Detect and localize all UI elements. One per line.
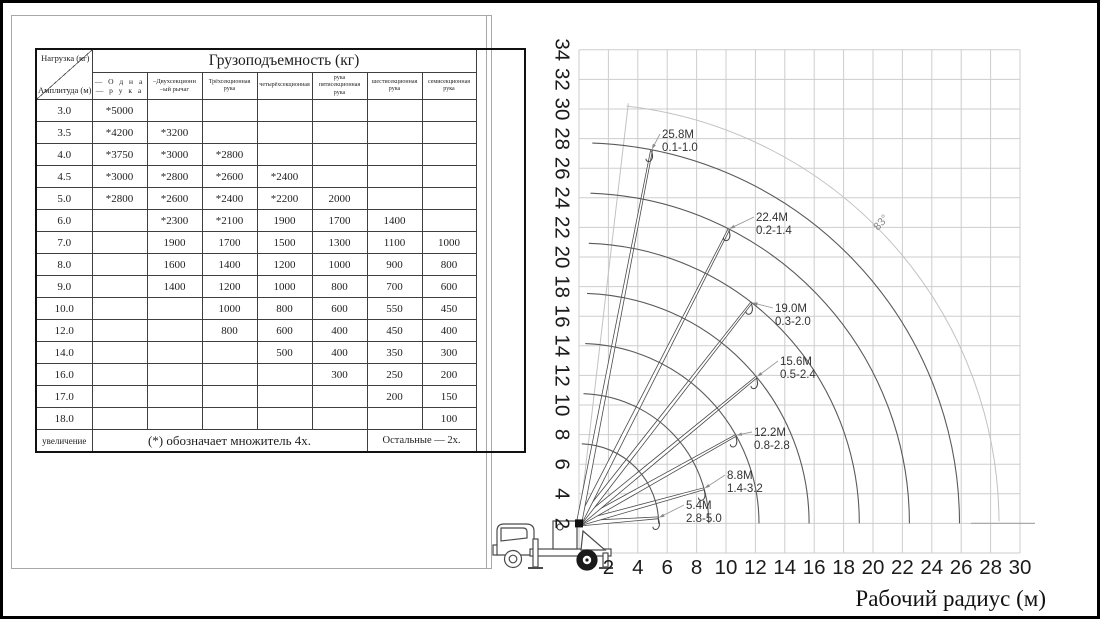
y-tick-label: 10	[550, 393, 574, 417]
x-tick-label: 4	[632, 556, 644, 579]
col-header-six-section	[367, 73, 422, 100]
y-tick-label: 26	[550, 156, 574, 180]
capacity-cell	[367, 188, 422, 210]
capacity-cell	[202, 100, 257, 122]
col-header-two-section	[147, 73, 202, 100]
capacity-cell: 200	[422, 364, 476, 386]
capacity-cell: *2200	[257, 188, 312, 210]
capacity-cell: *2800	[202, 144, 257, 166]
capacity-cell: 800	[312, 276, 367, 298]
capacity-cell	[147, 342, 202, 364]
boom-range-label: 0.3-2.0	[775, 316, 811, 328]
amplitude-cell: 5.0	[36, 188, 92, 210]
boom-length-label: 15.6M	[780, 356, 812, 368]
capacity-cell	[257, 408, 312, 430]
boom-length-label: 12.2M	[754, 427, 786, 439]
max-angle-label: 83°	[871, 212, 892, 234]
chart-grid	[579, 50, 1020, 553]
y-tick-label: 16	[550, 304, 574, 328]
capacity-cell: 1400	[202, 254, 257, 276]
capacity-cell	[92, 320, 147, 342]
boom-range-label: 0.8-2.8	[754, 440, 790, 452]
capacity-cell: *3200	[147, 122, 202, 144]
amplitude-cell: 10.0	[36, 298, 92, 320]
capacity-cell: *3000	[147, 144, 202, 166]
table-row	[36, 386, 525, 408]
capacity-cell: *2600	[147, 188, 202, 210]
boom-pivot	[575, 519, 583, 527]
corner-amplitude-label: Амплитуда (м)	[38, 85, 92, 95]
capacity-cell	[312, 122, 367, 144]
y-tick-label: 8	[550, 428, 574, 441]
col-header-line: — О д н а	[94, 76, 145, 86]
boom-range-label: 1.4-3.2	[727, 483, 763, 495]
y-tick-label: 20	[550, 245, 574, 269]
col-header-line: –ый рычаг	[159, 86, 190, 93]
capacity-cell	[92, 342, 147, 364]
capacity-cell: 1300	[312, 232, 367, 254]
amplitude-cell: 4.0	[36, 144, 92, 166]
capacity-cell	[202, 122, 257, 144]
capacity-cell: *5000	[92, 100, 147, 122]
capacity-cell: 350	[367, 342, 422, 364]
footer-increase-label: увеличение	[36, 430, 92, 453]
col-header-four-section	[257, 73, 312, 100]
capacity-cell: 1900	[147, 232, 202, 254]
capacity-cell	[92, 386, 147, 408]
col-header-line: Трёхсекционная рука	[208, 78, 251, 92]
capacity-cell: 200	[367, 386, 422, 408]
y-tick-label: 6	[550, 458, 574, 470]
capacity-cell: 1400	[147, 276, 202, 298]
col-header-five-section	[312, 73, 367, 100]
capacity-cell: *2400	[202, 188, 257, 210]
capacity-cell	[312, 386, 367, 408]
capacity-cell: *2800	[92, 188, 147, 210]
table-row	[36, 188, 525, 210]
capacity-cell: 900	[367, 254, 422, 276]
x-tick-label: 20	[861, 556, 885, 579]
capacity-cell: *2800	[147, 166, 202, 188]
capacity-cell	[257, 122, 312, 144]
col-header-three-section	[202, 73, 257, 100]
capacity-cell: 600	[312, 298, 367, 320]
x-tick-label: 24	[920, 556, 944, 579]
table-row	[36, 210, 525, 232]
y-tick-label: 2	[550, 517, 574, 530]
capacity-cell: *2600	[202, 166, 257, 188]
capacity-cell: 600	[422, 276, 476, 298]
x-tick-label: 12	[743, 556, 767, 579]
capacity-cell: 400	[312, 320, 367, 342]
footer-asterisk-note: (*) обозначает множитель 4x.	[92, 430, 367, 453]
capacity-cell	[147, 298, 202, 320]
capacity-cell: 450	[367, 320, 422, 342]
table-row	[36, 232, 525, 254]
capacity-cell	[202, 386, 257, 408]
capacity-cell	[202, 364, 257, 386]
capacity-cell	[147, 364, 202, 386]
capacity-cell	[92, 276, 147, 298]
capacity-cell	[92, 298, 147, 320]
corner-load-label: Нагрузка (кг)	[41, 53, 90, 63]
amplitude-cell: 14.0	[36, 342, 92, 364]
table-row	[36, 254, 525, 276]
boom-length-label: 19.0M	[775, 303, 807, 315]
table-row	[36, 166, 525, 188]
amplitude-cell: 7.0	[36, 232, 92, 254]
capacity-cell	[422, 210, 476, 232]
capacity-cell: 1400	[367, 210, 422, 232]
table-row	[36, 276, 525, 298]
capacity-cell: 300	[312, 364, 367, 386]
capacity-cell: 250	[367, 364, 422, 386]
capacity-cell	[92, 408, 147, 430]
capacity-cell	[422, 122, 476, 144]
amplitude-cell: 3.0	[36, 100, 92, 122]
capacity-cell	[367, 166, 422, 188]
capacity-cell: 1500	[257, 232, 312, 254]
boom-length-label: 8.8M	[727, 470, 753, 482]
leader-line	[707, 475, 725, 487]
col-header-line: шестисекционная рука	[371, 78, 418, 92]
capacity-cell	[147, 408, 202, 430]
amplitude-cell: 18.0	[36, 408, 92, 430]
capacity-cell: 800	[202, 320, 257, 342]
label-leaders	[652, 134, 778, 518]
table-title: Грузоподъемность (кг)	[92, 49, 476, 73]
table-row	[36, 320, 525, 342]
footer-row	[36, 430, 525, 453]
leader-line	[732, 217, 754, 228]
capacity-cell	[257, 144, 312, 166]
capacity-cell: 1200	[202, 276, 257, 298]
table-body	[36, 100, 525, 430]
capacity-cell: 600	[257, 320, 312, 342]
capacity-cell	[147, 386, 202, 408]
leader-arrow	[705, 484, 711, 488]
boom-range-label: 2.8-5.0	[686, 513, 722, 525]
capacity-cell: 450	[422, 298, 476, 320]
x-tick-label: 8	[690, 556, 703, 579]
boom-range-label: 0.1-1.0	[662, 142, 698, 154]
amplitude-cell: 16.0	[36, 364, 92, 386]
capacity-cell	[367, 408, 422, 430]
capacity-cell	[312, 408, 367, 430]
leader-arrow	[729, 225, 735, 229]
capacity-cell: 1900	[257, 210, 312, 232]
boom-length-label: 22.4M	[756, 212, 788, 224]
amplitude-cell: 12.0	[36, 320, 92, 342]
y-tick-label: 12	[550, 363, 574, 387]
capacity-cell	[202, 408, 257, 430]
capacity-cell	[92, 210, 147, 232]
col-header-seven-section	[422, 73, 476, 100]
table-row	[36, 144, 525, 166]
corner-cell	[36, 49, 92, 100]
capacity-cell: 700	[367, 276, 422, 298]
capacity-table-wrap	[35, 48, 470, 448]
capacity-cell: 2000	[312, 188, 367, 210]
boom-range-label: 0.5-2.4	[780, 369, 816, 381]
capacity-cell	[312, 166, 367, 188]
capacity-cell: 400	[312, 342, 367, 364]
capacity-cell	[367, 144, 422, 166]
table-row	[36, 100, 525, 122]
capacity-cell: 550	[367, 298, 422, 320]
x-tick-label: 6	[661, 556, 673, 579]
capacity-cell: *2400	[257, 166, 312, 188]
table-row	[36, 364, 525, 386]
table-row	[36, 342, 525, 364]
x-tick-label: 2	[602, 556, 615, 579]
x-axis-title: Рабочий радиус (м)	[855, 586, 1046, 611]
capacity-cell	[147, 100, 202, 122]
capacity-table	[35, 48, 526, 453]
capacity-cell	[257, 100, 312, 122]
capacity-cell: *3750	[92, 144, 147, 166]
x-tick-label: 30	[1008, 556, 1032, 579]
leader-arrow	[659, 514, 665, 518]
leader-line	[661, 505, 684, 516]
capacity-cell: 800	[257, 298, 312, 320]
capacity-cell	[202, 342, 257, 364]
amplitude-cell: 3.5	[36, 122, 92, 144]
amplitude-cell: 6.0	[36, 210, 92, 232]
table-row	[36, 298, 525, 320]
col-header-line: — р у к а	[95, 86, 144, 95]
capacity-cell	[92, 232, 147, 254]
y-tick-label: 24	[550, 186, 574, 210]
capacity-cell	[92, 254, 147, 276]
capacity-cell: 100	[422, 408, 476, 430]
y-tick-label: 14	[550, 334, 574, 358]
y-tick-label: 30	[550, 97, 574, 121]
capacity-cell	[257, 386, 312, 408]
capacity-cell	[92, 364, 147, 386]
col-header-line: рука пятисекционная рука	[318, 74, 361, 96]
y-tick-label: 34	[550, 38, 574, 62]
capacity-cell: 400	[422, 320, 476, 342]
amplitude-cell: 4.5	[36, 166, 92, 188]
pivot-point	[575, 519, 583, 527]
capacity-cell: 800	[422, 254, 476, 276]
capacity-cell: 1700	[312, 210, 367, 232]
capacity-cell	[367, 122, 422, 144]
capacity-cell: 1200	[257, 254, 312, 276]
y-tick-label: 28	[550, 127, 574, 151]
capacity-cell: 1100	[367, 232, 422, 254]
x-tick-label: 26	[949, 556, 973, 579]
capacity-cell: 1000	[422, 232, 476, 254]
y-tick-label: 22	[550, 215, 574, 239]
col-header-one-arm	[92, 73, 147, 100]
leader-arrow	[652, 144, 656, 150]
y-tick-label: 4	[550, 488, 574, 500]
x-tick-label: 18	[832, 556, 856, 579]
table-row	[36, 122, 525, 144]
capacity-cell	[422, 188, 476, 210]
capacity-cell: *3000	[92, 166, 147, 188]
capacity-cell: *2100	[202, 210, 257, 232]
y-tick-label: 32	[550, 67, 574, 91]
boom-length-label: 5.4M	[686, 500, 712, 512]
capacity-cell: *2300	[147, 210, 202, 232]
capacity-cell: 500	[257, 342, 312, 364]
x-tick-label: 22	[890, 556, 914, 579]
capacity-cell: *4200	[92, 122, 147, 144]
amplitude-cell: 8.0	[36, 254, 92, 276]
y-tick-label: 18	[550, 275, 574, 299]
boom-range-label: 0.2-1.4	[756, 225, 792, 237]
col-header-line: –Двухсекционн	[152, 77, 196, 85]
hook-icon	[653, 519, 660, 530]
x-tick-label: 10	[714, 556, 738, 579]
amplitude-cell: 17.0	[36, 386, 92, 408]
amplitude-cell: 9.0	[36, 276, 92, 298]
footer-others-note: Остальные — 2x.	[367, 430, 476, 453]
capacity-cell	[147, 320, 202, 342]
boom-length-label: 25.8M	[662, 129, 694, 141]
capacity-cell: 1000	[257, 276, 312, 298]
col-header-line: четырёхсекционная	[259, 82, 310, 89]
x-tick-label: 14	[773, 556, 797, 579]
capacity-cell: 1000	[312, 254, 367, 276]
capacity-cell	[422, 144, 476, 166]
capacity-cell: 1600	[147, 254, 202, 276]
capacity-cell: 150	[422, 386, 476, 408]
leader-line	[759, 361, 778, 375]
boom-line	[576, 150, 652, 524]
col-header-line: семисекционная рука	[428, 78, 470, 92]
capacity-cell	[312, 144, 367, 166]
capacity-cell: 300	[422, 342, 476, 364]
x-tick-label: 16	[802, 556, 826, 579]
capacity-cell: 1000	[202, 298, 257, 320]
capacity-cell	[257, 364, 312, 386]
capacity-cell: 1700	[202, 232, 257, 254]
capacity-cell	[422, 166, 476, 188]
table-row	[36, 408, 525, 430]
capacity-cell	[422, 100, 476, 122]
capacity-cell	[312, 100, 367, 122]
x-tick-label: 28	[979, 556, 1003, 579]
capacity-cell	[367, 100, 422, 122]
